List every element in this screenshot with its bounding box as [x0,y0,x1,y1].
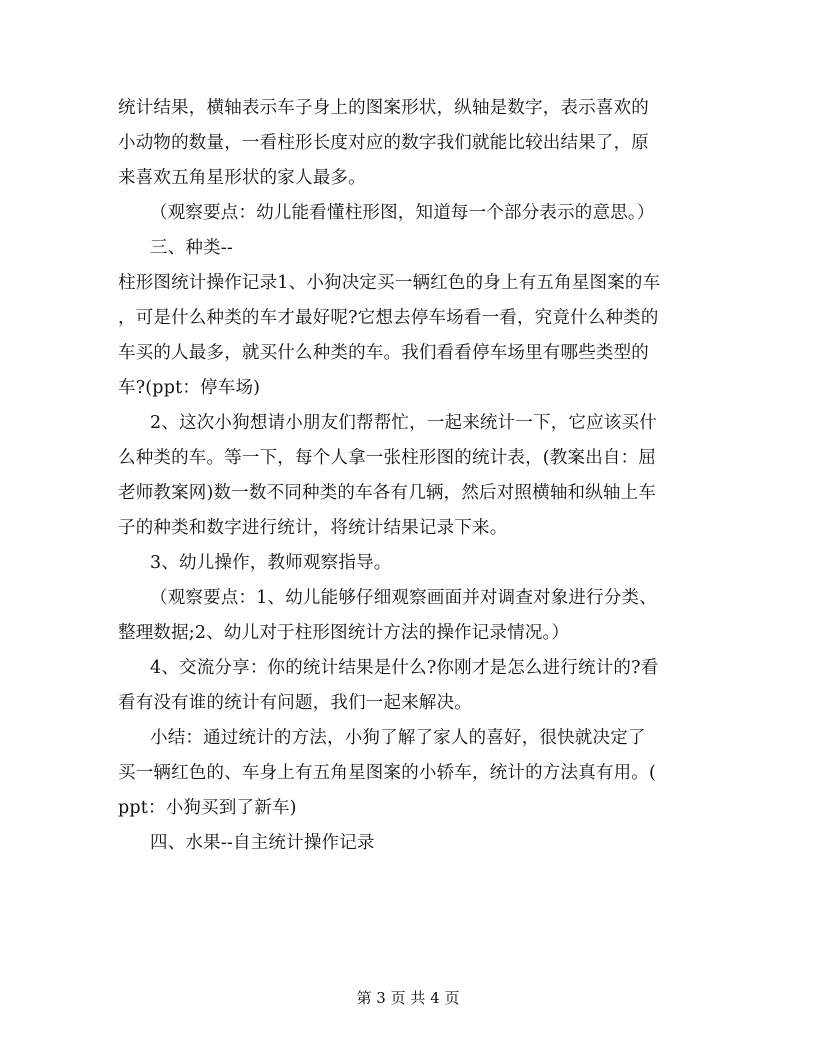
paragraph-line: ，可是什么种类的车才最好呢?它想去停车场看一看，究竟什么种类的 [118,308,659,328]
paragraph-line: 4、交流分享：你的统计结果是什么?你刚才是怎么进行统计的?看 [150,658,659,678]
paragraph-line: 来喜欢五角星形状的家人最多。 [118,168,366,188]
observation-note: （观察要点：幼儿能看懂柱形图，知道每一个部分表示的意思。） [150,203,655,223]
paragraph-line: 车?(ppt：停车场) [118,378,261,398]
paragraph-line: 老师教案网)数一数不同种类的车各有几辆，然后对照横轴和纵轴上车 [118,483,657,503]
summary-line: ppt：小狗买到了新车) [118,798,297,818]
paragraph-line: 看有没有谁的统计有问题，我们一起来解决。 [118,693,472,713]
observation-note: 整理数据;2、幼儿对于柱形图统计方法的操作记录情况。） [118,623,570,643]
paragraph-line: 柱形图统计操作记录1、小狗决定买一辆红色的身上有五角星图案的车 [118,273,661,293]
paragraph-line: 2、这次小狗想请小朋友们帮帮忙，一起来统计一下，它应该买什 [150,413,657,433]
paragraph-line: 小动物的数量，一看柱形长度对应的数字我们就能比较出结果了，原 [118,133,649,153]
paragraph-line: 车买的人最多，就买什么种类的车。我们看看停车场里有哪些类型的 [118,343,649,363]
paragraph-line: 3、幼儿操作，教师观察指导。 [150,553,392,573]
paragraph-line: 么种类的车。等一下，每个人拿一张柱形图的统计表，(教案出自：屈 [118,448,657,468]
paragraph-line: 统计结果，横轴表示车子身上的图案形状，纵轴是数字，表示喜欢的 [118,98,649,118]
observation-note: （观察要点：1、幼儿能够仔细观察画面并对调查对象进行分类、 [150,588,657,608]
section-heading-fruit: 四、水果--自主统计操作记录 [150,833,375,853]
section-heading-types: 三、种类-- [150,238,234,258]
summary-line: 买一辆红色的、车身上有五角星图案的小轿车，统计的方法真有用。( [118,763,657,783]
page-footer: 第 3 页 共 4 页 [356,989,460,1007]
paragraph-line: 子的种类和数字进行统计，将统计结果记录下来。 [118,518,508,538]
summary-line: 小结：通过统计的方法，小狗了解了家人的喜好，很快就决定了 [150,728,646,748]
